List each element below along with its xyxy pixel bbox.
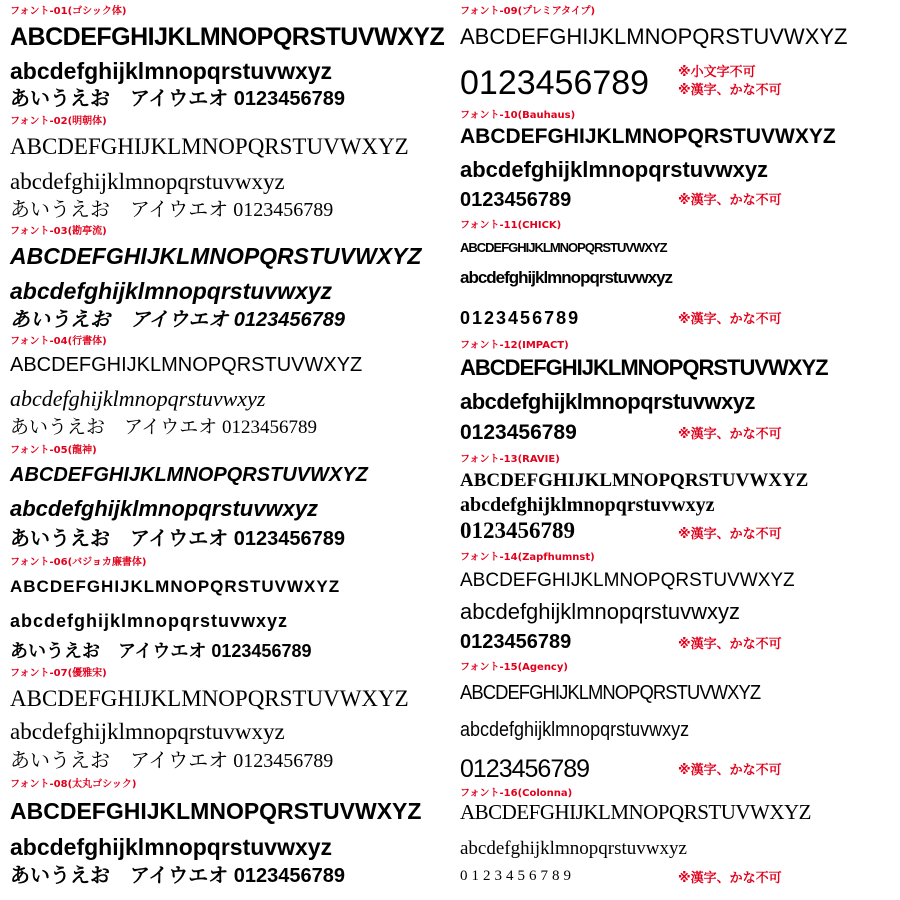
font-04-label: フォント-04(行書体) <box>10 336 107 347</box>
font-16-note: ※漢字、かな不可 <box>678 871 782 886</box>
font-13-upper-sample: ABCDEFGHIJKLMNOPQRSTUVWXYZ <box>460 470 809 491</box>
font-08-lower-sample: abcdefghijklmnopqrstuvwxyz <box>10 834 333 860</box>
font-03-label: フォント-03(勘亭流) <box>10 226 107 237</box>
font-15-lower-sample: abcdefghijklmnopqrstuvwxyz <box>460 719 690 741</box>
font-13-digits-sample: 0123456789 <box>460 518 575 543</box>
font-06-upper-sample: ABCDEFGHIJKLMNOPQRSTUVWXYZ <box>10 577 341 596</box>
font-02-upper-sample: ABCDEFGHIJKLMNOPQRSTUVWXYZ <box>10 134 409 159</box>
font-09-label: フォント-09(プレミアタイプ) <box>460 6 596 17</box>
font-16-lower-sample: abcdefghijklmnopqrstuvwxyz <box>460 838 687 859</box>
font-16-digits-sample: 0123456789 <box>460 868 575 884</box>
font-01-upper-sample: ABCDEFGHIJKLMNOPQRSTUVWXYZ <box>10 23 445 51</box>
font-13-note: ※漢字、かな不可 <box>678 527 782 542</box>
font-15-upper-sample: ABCDEFGHIJKLMNOPQRSTUVWXYZ <box>460 682 761 704</box>
font-12-digits-sample: 0123456789 <box>460 421 577 444</box>
font-11-upper-sample: ABCDEFGHIJKLMNOPQRSTUVWXYZ <box>460 240 667 255</box>
font-03-kana-digits-sample: あいうえお アイウエオ 0123456789 <box>10 309 345 331</box>
font-08-label: フォント-08(太丸ゴシック) <box>10 779 137 790</box>
font-10-label: フォント-10(Bauhaus) <box>460 110 576 121</box>
font-01-kana-digits-sample: あいうえお アイウエオ 0123456789 <box>10 88 345 110</box>
font-05-label: フォント-05(龍神) <box>10 445 97 456</box>
font-09-note-lowercase: ※小文字不可 <box>678 65 756 80</box>
font-01-lower-sample: abcdefghijklmnopqrstuvwxyz <box>10 58 333 84</box>
font-12-lower-sample: abcdefghijklmnopqrstuvwxyz <box>460 389 756 414</box>
font-07-upper-sample: ABCDEFGHIJKLMNOPQRSTUVWXYZ <box>10 686 409 711</box>
font-11-lower-sample: abcdefghijklmnopqrstuvwxyz <box>460 268 673 287</box>
font-07-kana-digits-sample: あいうえお アイウエオ 0123456789 <box>10 750 334 772</box>
font-03-upper-sample: ABCDEFGHIJKLMNOPQRSTUVWXYZ <box>10 243 422 269</box>
font-13-label: フォント-13(RAVIE) <box>460 454 560 465</box>
font-06-kana-digits-sample: あいうえお アイウエオ 0123456789 <box>10 641 312 661</box>
font-02-lower-sample: abcdefghijklmnopqrstuvwxyz <box>10 169 285 194</box>
font-14-note: ※漢字、かな不可 <box>678 637 782 652</box>
font-05-upper-sample: ABCDEFGHIJKLMNOPQRSTUVWXYZ <box>10 464 368 486</box>
font-14-label: フォント-14(Zapfhumnst) <box>460 552 595 563</box>
font-10-upper-sample: ABCDEFGHIJKLMNOPQRSTUVWXYZ <box>460 125 836 148</box>
font-14-upper-sample: ABCDEFGHIJKLMNOPQRSTUVWXYZ <box>460 570 795 591</box>
font-15-digits-sample: 0123456789 <box>460 755 590 783</box>
font-09-note-kanji-kana: ※漢字、かな不可 <box>678 83 782 98</box>
font-05-kana-digits-sample: あいうえお アイウエオ 0123456789 <box>10 528 345 550</box>
font-14-lower-sample: abcdefghijklmnopqrstuvwxyz <box>460 599 741 624</box>
font-02-kana-digits-sample: あいうえお アイウエオ 0123456789 <box>10 199 334 221</box>
font-11-label: フォント-11(CHICK) <box>460 220 562 231</box>
left-font-column <box>6 0 446 900</box>
font-06-lower-sample: abcdefghijklmnopqrstuvwxyz <box>10 611 289 631</box>
font-06-label: フォント-06(バジョカ廉書体) <box>10 557 147 568</box>
font-03-lower-sample: abcdefghijklmnopqrstuvwxyz <box>10 278 333 304</box>
font-01-label: フォント-01(ゴシック体) <box>10 6 127 17</box>
font-11-note: ※漢字、かな不可 <box>678 312 782 327</box>
font-15-note: ※漢字、かな不可 <box>678 763 782 778</box>
font-08-upper-sample: ABCDEFGHIJKLMNOPQRSTUVWXYZ <box>10 798 422 824</box>
font-13-lower-sample: abcdefghijklmnopqrstuvwxyz <box>460 494 715 516</box>
font-11-digits-sample: 0123456789 <box>460 308 581 328</box>
font-12-note: ※漢字、かな不可 <box>678 427 782 442</box>
font-05-lower-sample: abcdefghijklmnopqrstuvwxyz <box>10 496 319 521</box>
right-font-column <box>456 0 894 900</box>
font-10-lower-sample: abcdefghijklmnopqrstuvwxyz <box>460 157 769 182</box>
font-02-label: フォント-02(明朝体) <box>10 116 107 127</box>
font-16-label: フォント-16(Colonna) <box>460 788 573 799</box>
font-04-upper-sample: ABCDEFGHIJKLMNOPQRSTUVWXYZ <box>10 354 363 376</box>
font-15-label: フォント-15(Agency) <box>460 662 568 673</box>
font-16-upper-sample: ABCDEFGHIJKLMNOPQRSTUVWXYZ <box>460 800 812 824</box>
font-09-digits-sample: 0123456789 <box>460 64 650 102</box>
font-10-note: ※漢字、かな不可 <box>678 193 782 208</box>
font-10-digits-sample: 0123456789 <box>460 189 572 211</box>
font-14-digits-sample: 0123456789 <box>460 631 572 653</box>
font-09-upper-sample: ABCDEFGHIJKLMNOPQRSTUVWXYZ <box>460 24 848 49</box>
font-07-lower-sample: abcdefghijklmnopqrstuvwxyz <box>10 719 285 744</box>
font-08-kana-digits-sample: あいうえお アイウエオ 0123456789 <box>10 865 345 887</box>
font-07-label: フォント-07(優雅宋) <box>10 668 107 679</box>
font-04-kana-digits-sample: あいうえお アイウエオ 0123456789 <box>10 417 318 438</box>
font-12-label: フォント-12(IMPACT) <box>460 340 569 351</box>
font-04-lower-sample: abcdefghijklmnopqrstuvwxyz <box>10 386 266 411</box>
font-12-upper-sample: ABCDEFGHIJKLMNOPQRSTUVWXYZ <box>460 355 828 380</box>
